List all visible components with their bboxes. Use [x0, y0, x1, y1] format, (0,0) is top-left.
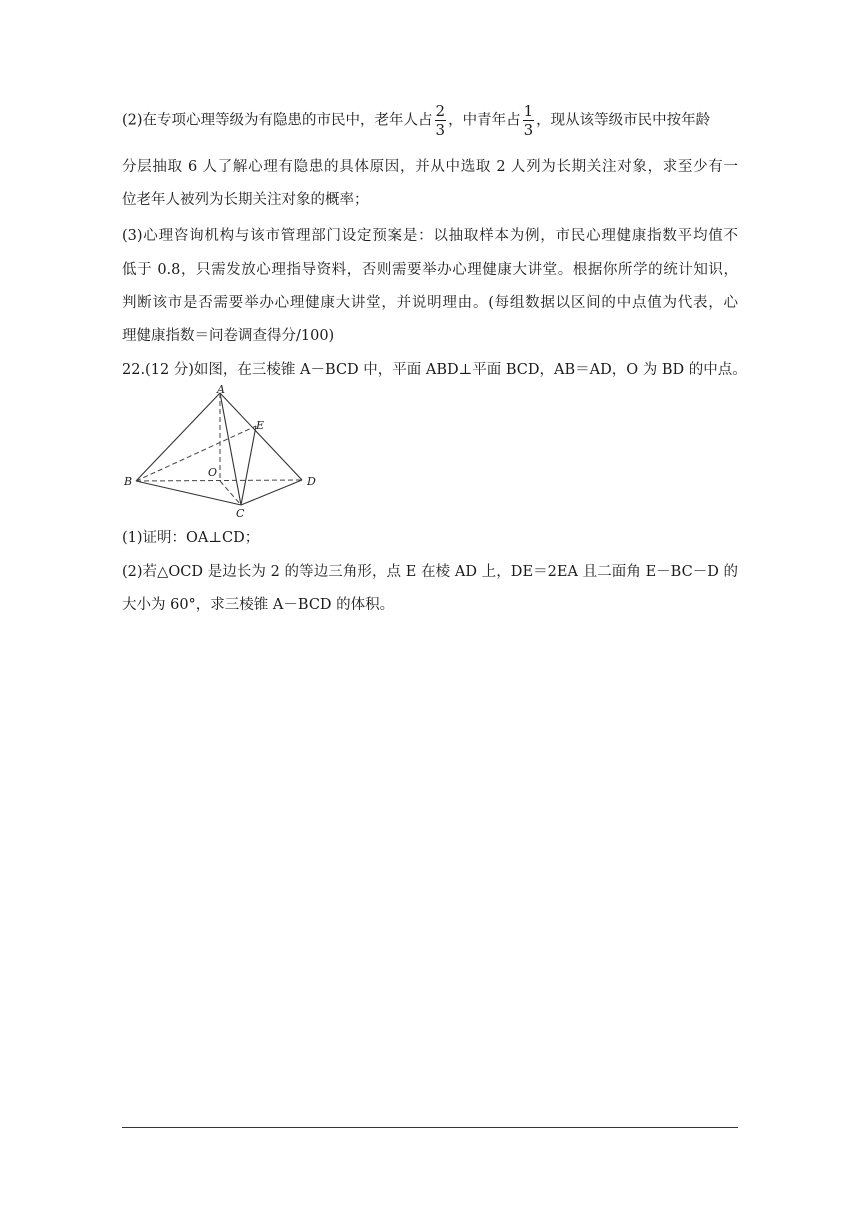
- footer-divider: [122, 1127, 738, 1128]
- q21-part3-line3: 判断该市是否需要举办心理健康大讲堂，并说明理由。(每组数据以区间的中点值为代表，心: [122, 295, 738, 311]
- q22-stem: 22.(12 分)如图，在三棱锥 A－BCD 中，平面 ABD⊥平面 BCD，AB＝AD，O 为 BD 的中点。: [122, 362, 747, 378]
- segment-EC: [241, 426, 256, 505]
- q21-part3-line1: (3)心理咨询机构与该市管理部门设定预案是：以抽取样本为例，市民心理健康指数平均值不: [122, 228, 738, 244]
- edge-AC: [220, 393, 241, 505]
- fraction-denominator: 3: [523, 121, 534, 139]
- label-E: E: [256, 419, 265, 432]
- fraction-numerator: 1: [523, 102, 534, 120]
- q22-part2-line1: (2)若△OCD 是边长为 2 的等边三角形，点 E 在棱 AD 上，DE＝2EA 且二面角 E－BC－D 的: [122, 564, 738, 580]
- q21-part2-line3: 位老年人被列为长期关注对象的概率；: [122, 192, 369, 208]
- q21-part3-line2: 低于 0.8，只需发放心理指导资料，否则需要举办心理健康大讲堂。根据你所学的统计知识，: [122, 262, 738, 278]
- segment-BE-hidden: [136, 426, 256, 481]
- pyramid-figure: [120, 383, 330, 520]
- q21-part2-line2: 分层抽取 6 人了解心理有隐患的具体原因，并从中选取 2 人列为长期关注对象，求至少有一: [122, 159, 738, 175]
- q22-part2-line2: 大小为 60°，求三棱锥 A－BCD 的体积。: [122, 597, 395, 613]
- q21-part2-text-b: ，中青年占: [448, 112, 521, 129]
- q21-part3-line4: 理健康指数＝问卷调查得分/100): [122, 328, 335, 344]
- label-A: A: [217, 383, 225, 396]
- q22-part1: (1)证明：OA⊥CD；: [122, 530, 260, 546]
- fraction-denominator: 3: [435, 121, 446, 139]
- label-C: C: [236, 507, 245, 520]
- label-D: D: [307, 475, 316, 488]
- edge-CD: [241, 480, 302, 505]
- edge-BC: [136, 481, 241, 505]
- fraction-two-thirds: [435, 102, 447, 139]
- fraction-numerator: 2: [435, 102, 446, 120]
- q21-part2-text-a: (2)在专项心理等级为有隐患的市民中，老年人占: [122, 112, 433, 129]
- q21-part2-line1: [122, 102, 710, 139]
- fraction-one-third: [523, 102, 535, 139]
- label-O: O: [208, 466, 218, 479]
- label-B: B: [124, 475, 133, 488]
- edge-BD-hidden: [136, 480, 302, 481]
- q21-part2-text-c: ，现从该等级市民中按年龄: [536, 112, 711, 129]
